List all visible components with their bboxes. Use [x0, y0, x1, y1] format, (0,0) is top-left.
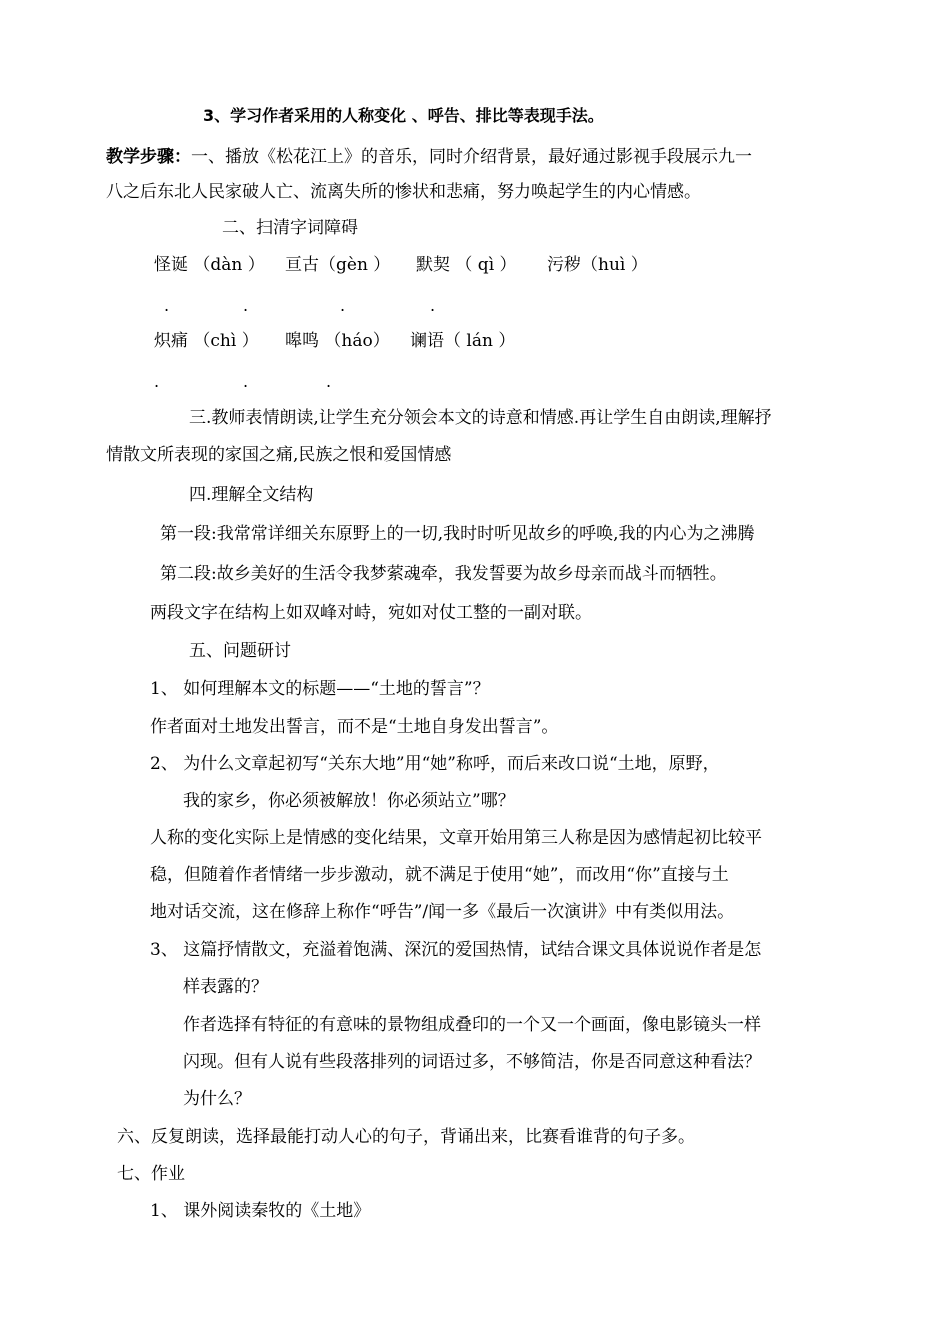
vocab-word: 炽痛 （chì ）: [154, 331, 259, 351]
structure-summary: 两段文字在结构上如双峰对峙，宛如对仗工整的一副对联。: [150, 603, 592, 623]
answer-2-line-2: 稳，但随着作者情绪一步步激动，就不满足于使用“她”，而改用“你”直接与土: [150, 865, 729, 885]
steps-heading: 教学步骤：: [106, 147, 191, 167]
question-3-line-1: 3、 这篇抒情散文，充溢着饱满、深沉的爱国热情，试结合课文具体说说作者是怎: [150, 940, 762, 960]
question-2-line-1: 2、 为什么文章起初写“关东大地”用“她”称呼，而后来改口说“土地，原野，: [150, 754, 720, 774]
vocab-word: 谰语（ lán ）: [410, 331, 516, 351]
vocab-word: 怪诞 （dàn ）: [154, 255, 265, 275]
emphasis-dot: .: [340, 296, 346, 315]
emphasis-dot: .: [243, 296, 249, 315]
vocab-word: 嗥鸣 （háo）: [285, 331, 390, 351]
homework-1: 1、 课外阅读秦牧的《土地》: [150, 1201, 371, 1221]
question-2-line-2: 我的家乡，你必须被解放！你必须站立”哪？: [183, 791, 515, 811]
emphasis-dot: .: [326, 372, 332, 391]
teaching-goal-3: 3、学习作者采用的人称变化 、呼告、排比等表现手法。: [203, 106, 604, 125]
step-5-title: 五、问题研讨: [189, 641, 291, 661]
emphasis-dot: .: [430, 296, 436, 315]
step-1-line-2: 八之后东北人民家破人亡、流离失所的惨状和悲痛，努力唤起学生的内心情感。: [106, 182, 701, 202]
answer-3-line-2: 闪现。但有人说有些段落排列的词语过多，不够简洁，你是否同意这种看法？: [183, 1052, 761, 1072]
answer-3-line-1: 作者选择有特征的有意味的景物组成叠印的一个又一个画面，像电影镜头一样: [183, 1015, 761, 1035]
step-6: 六、反复朗读，选择最能打动人心的句子，背诵出来，比赛看谁背的句子多。: [117, 1127, 695, 1147]
step-1-line-1: [106, 145, 752, 169]
paragraph-1-summary: 第一段:我常常详细关东原野上的一切,我时时听见故乡的呼唤,我的内心为之沸腾: [160, 524, 755, 544]
step-4-title: 四.理解全文结构: [189, 485, 314, 505]
answer-2-line-1: 人称的变化实际上是情感的变化结果，文章开始用第三人称是因为感情起初比较平: [150, 828, 762, 848]
emphasis-dot: .: [154, 372, 160, 391]
question-1: 1、 如何理解本文的标题——“土地的誓言”？: [150, 679, 490, 699]
answer-1: 作者面对土地发出誓言，而不是“土地自身发出誓言”。: [150, 717, 559, 737]
step-1-text: 一、播放《松花江上》的音乐，同时介绍背景，最好通过影视手段展示九一: [191, 147, 752, 167]
emphasis-dot: .: [243, 372, 249, 391]
step-2-title: 二、扫清字词障碍: [222, 218, 358, 238]
step-3-line-1: 三.教师表情朗读,让学生充分领会本文的诗意和情感.再让学生自由朗读,理解抒: [189, 408, 772, 428]
emphasis-dot: .: [164, 296, 170, 315]
answer-3-line-3: 为什么？: [183, 1089, 251, 1109]
question-3-line-2: 样表露的？: [183, 977, 268, 997]
paragraph-2-summary: 第二段:故乡美好的生活令我梦萦魂牵，我发誓要为故乡母亲而战斗而牺牲。: [160, 564, 727, 584]
step-7-title: 七、作业: [117, 1164, 185, 1184]
vocab-word: 污秽（huì ）: [547, 255, 648, 275]
vocab-word: 亘古（gèn ）: [285, 255, 391, 275]
vocab-word: 默契 （ qì ）: [416, 255, 517, 275]
answer-2-line-3: 地对话交流，这在修辞上称作“呼告”/闻一多《最后一次演讲》中有类似用法。: [150, 902, 735, 922]
step-3-line-2: 情散文所表现的家国之痛,民族之恨和爱国情感: [106, 445, 452, 465]
